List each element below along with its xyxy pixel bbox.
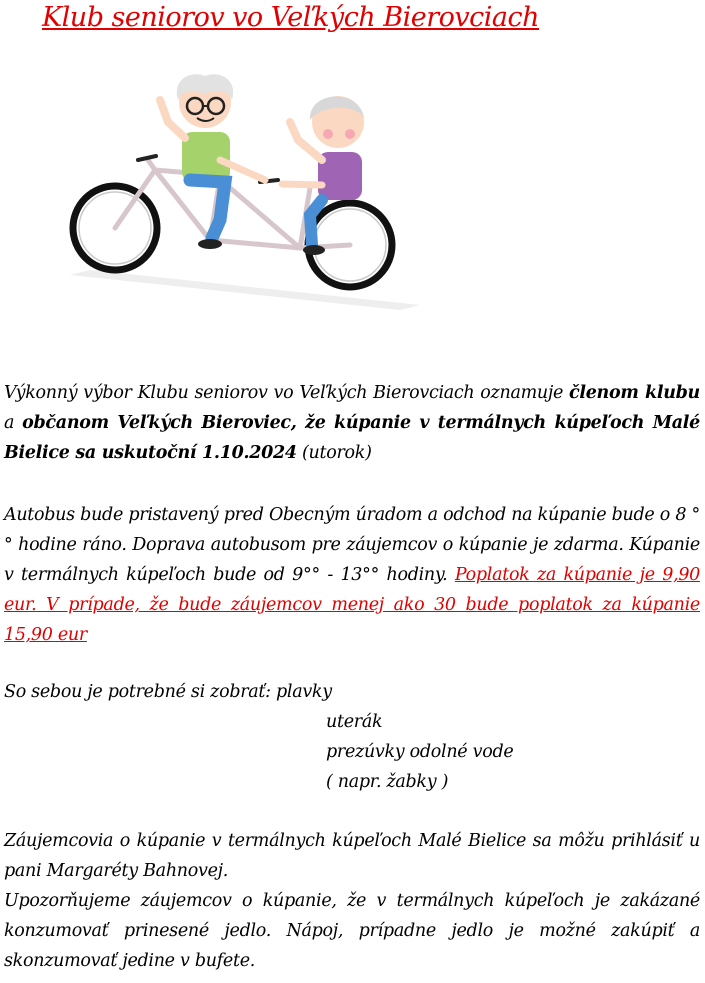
bus-paragraph: Autobus bude pristavený pred Obecným úradom a odchod na kúpanie bude o 8 °° hodine ráno. Doprava autobusom pre záujemcov o kúpanie je zdarma. Kúpanie v termálnych kúpeľoch bude od 9°° - 13°° hodiny. Poplatok za kúpanie je 9,90 eur. V prípade, že bude záujemcov menej ako 30 bude poplatok za kúpanie 15,90 eur [4, 505, 701, 645]
bring-item-towel: uterák [326, 712, 383, 732]
contact-paragraph: Záujemcovia o kúpanie v termálnych kúpeľoch Malé Bielice sa môžu prihlásiť u pani Margaréty Bahnovej. Upozorňujeme záujemcov o kúpanie, že v termálnych kúpeľoch je zakázané konzumovať prinesené jedlo. Nápoj, prípadne jedlo je možné zakúpiť a skonzumovať jedine v bufete. [4, 831, 700, 971]
page-title: Klub seniorov vo Veľkých Bierovciach [42, 2, 540, 33]
bring-item-note: ( napr. žabky ) [326, 772, 449, 792]
seniors-tandem-bicycle-illustration [60, 60, 420, 320]
bring-item-slippers: prezúvky odolné vode [326, 742, 514, 762]
bring-list-label: So sebou je potrebné si zobrať: plavky [4, 682, 332, 702]
warning-text: Upozorňujeme záujemcov o kúpanie, že v termálnych kúpeľoch je zakázané konzumovať prinesené jedlo. Nápoj, prípadne jedlo je možné zakúpiť a skonzumovať jedine v bufete. [4, 891, 700, 971]
fee-notice: Poplatok za kúpanie je 9,90 eur. V prípade, že bude záujemcov menej ako 30 bude poplatok za kúpanie 15,90 eur [4, 565, 701, 645]
announcement-paragraph: Výkonný výbor Klubu seniorov vo Veľkých Bierovciach oznamuje členom klubu a občanom Veľkých Bieroviec, že kúpanie v termálnych kúpeľoch Malé Bielice sa uskutoční 1.10.2024 (utorok) [4, 383, 700, 463]
